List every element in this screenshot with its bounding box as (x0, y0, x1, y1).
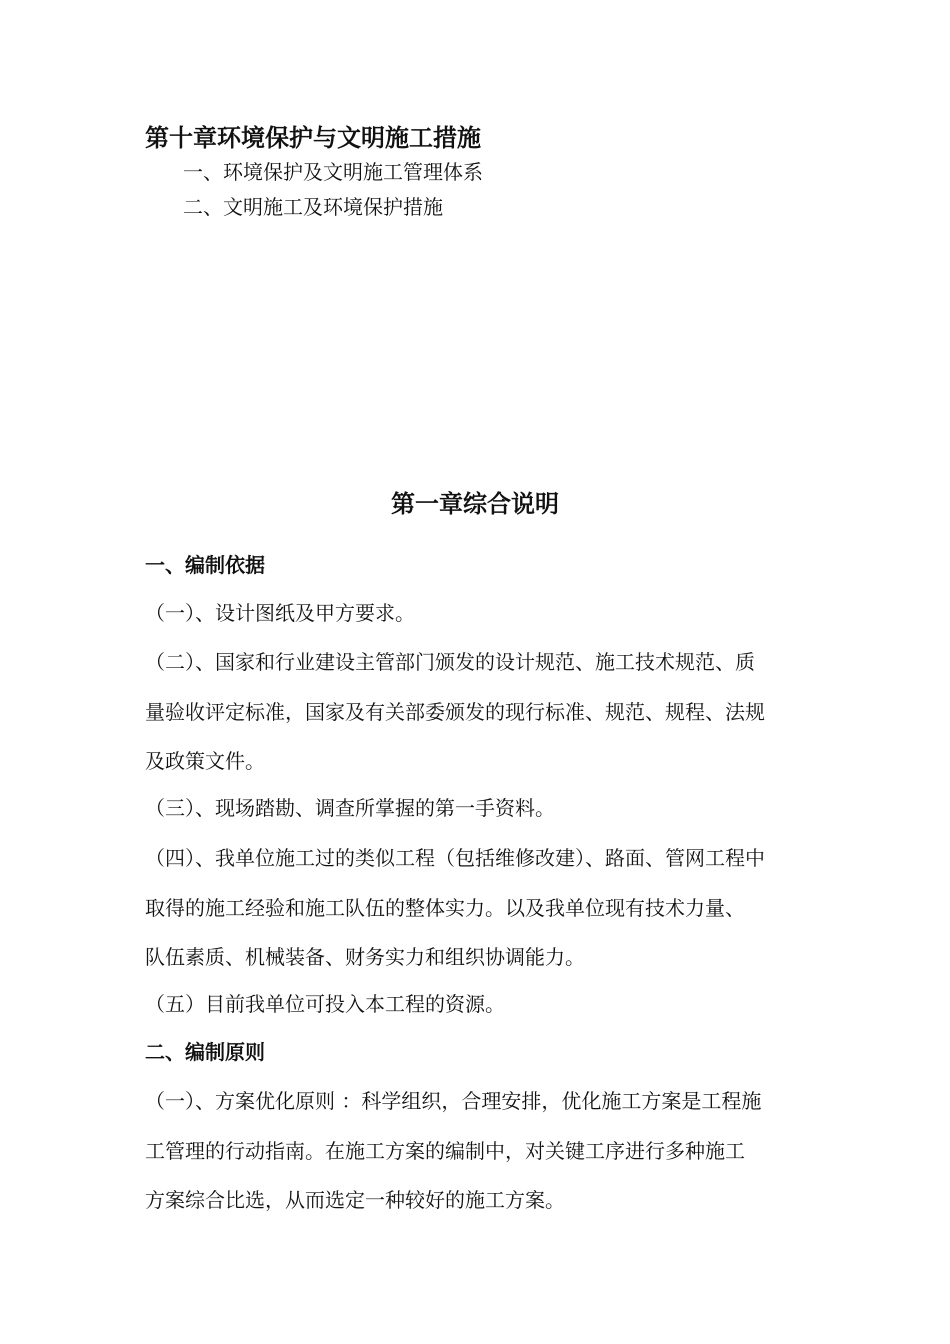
paragraph-line: （二）、国家和行业建设主管部门颁发的设计规范、施工技术规范、质 (145, 650, 755, 674)
paragraph-line: （一）、方案优化原则 ：科学组织，合理安排，优化施工方案是工程施 (145, 1089, 762, 1113)
paragraph-line: （五）目前我单位可投入本工程的资源。 (145, 992, 505, 1016)
paragraph-line: （一）、设计图纸及甲方要求。 (145, 601, 415, 625)
paragraph-line: 方案综合比选，从而选定一种较好的施工方案。 (145, 1188, 565, 1212)
toc-item-1: 一、环境保护及文明施工管理体系 (183, 160, 483, 184)
paragraph-line: （四）、我单位施工过的类似工程（包括维修改建）、路面、管网工程中 (145, 846, 765, 870)
paragraph-line: （三）、现场踏勘、调查所掌握的第一手资料。 (145, 796, 555, 820)
section-heading-principles: 二、编制原则 (145, 1040, 265, 1064)
toc-title: 第十章环境保护与文明施工措施 (145, 123, 481, 152)
paragraph-line: 取得的施工经验和施工队伍的整体实力。以及我单位现有技术力量、 (145, 896, 745, 920)
paragraph-line: 工管理的行动指南。在施工方案的编制中，对关键工序进行多种施工 (145, 1139, 745, 1163)
section-heading-basis: 一、编制依据 (145, 553, 265, 577)
paragraph-line: 及政策文件。 (145, 749, 265, 773)
chapter-title: 第一章综合说明 (391, 489, 559, 518)
paragraph-line: 量验收评定标准，国家及有关部委颁发的现行标准、规范、规程、法规 (145, 700, 765, 724)
paragraph-line: 队伍素质、机械装备、财务实力和组织协调能力。 (145, 945, 585, 969)
toc-item-2: 二、文明施工及环境保护措施 (183, 195, 443, 219)
